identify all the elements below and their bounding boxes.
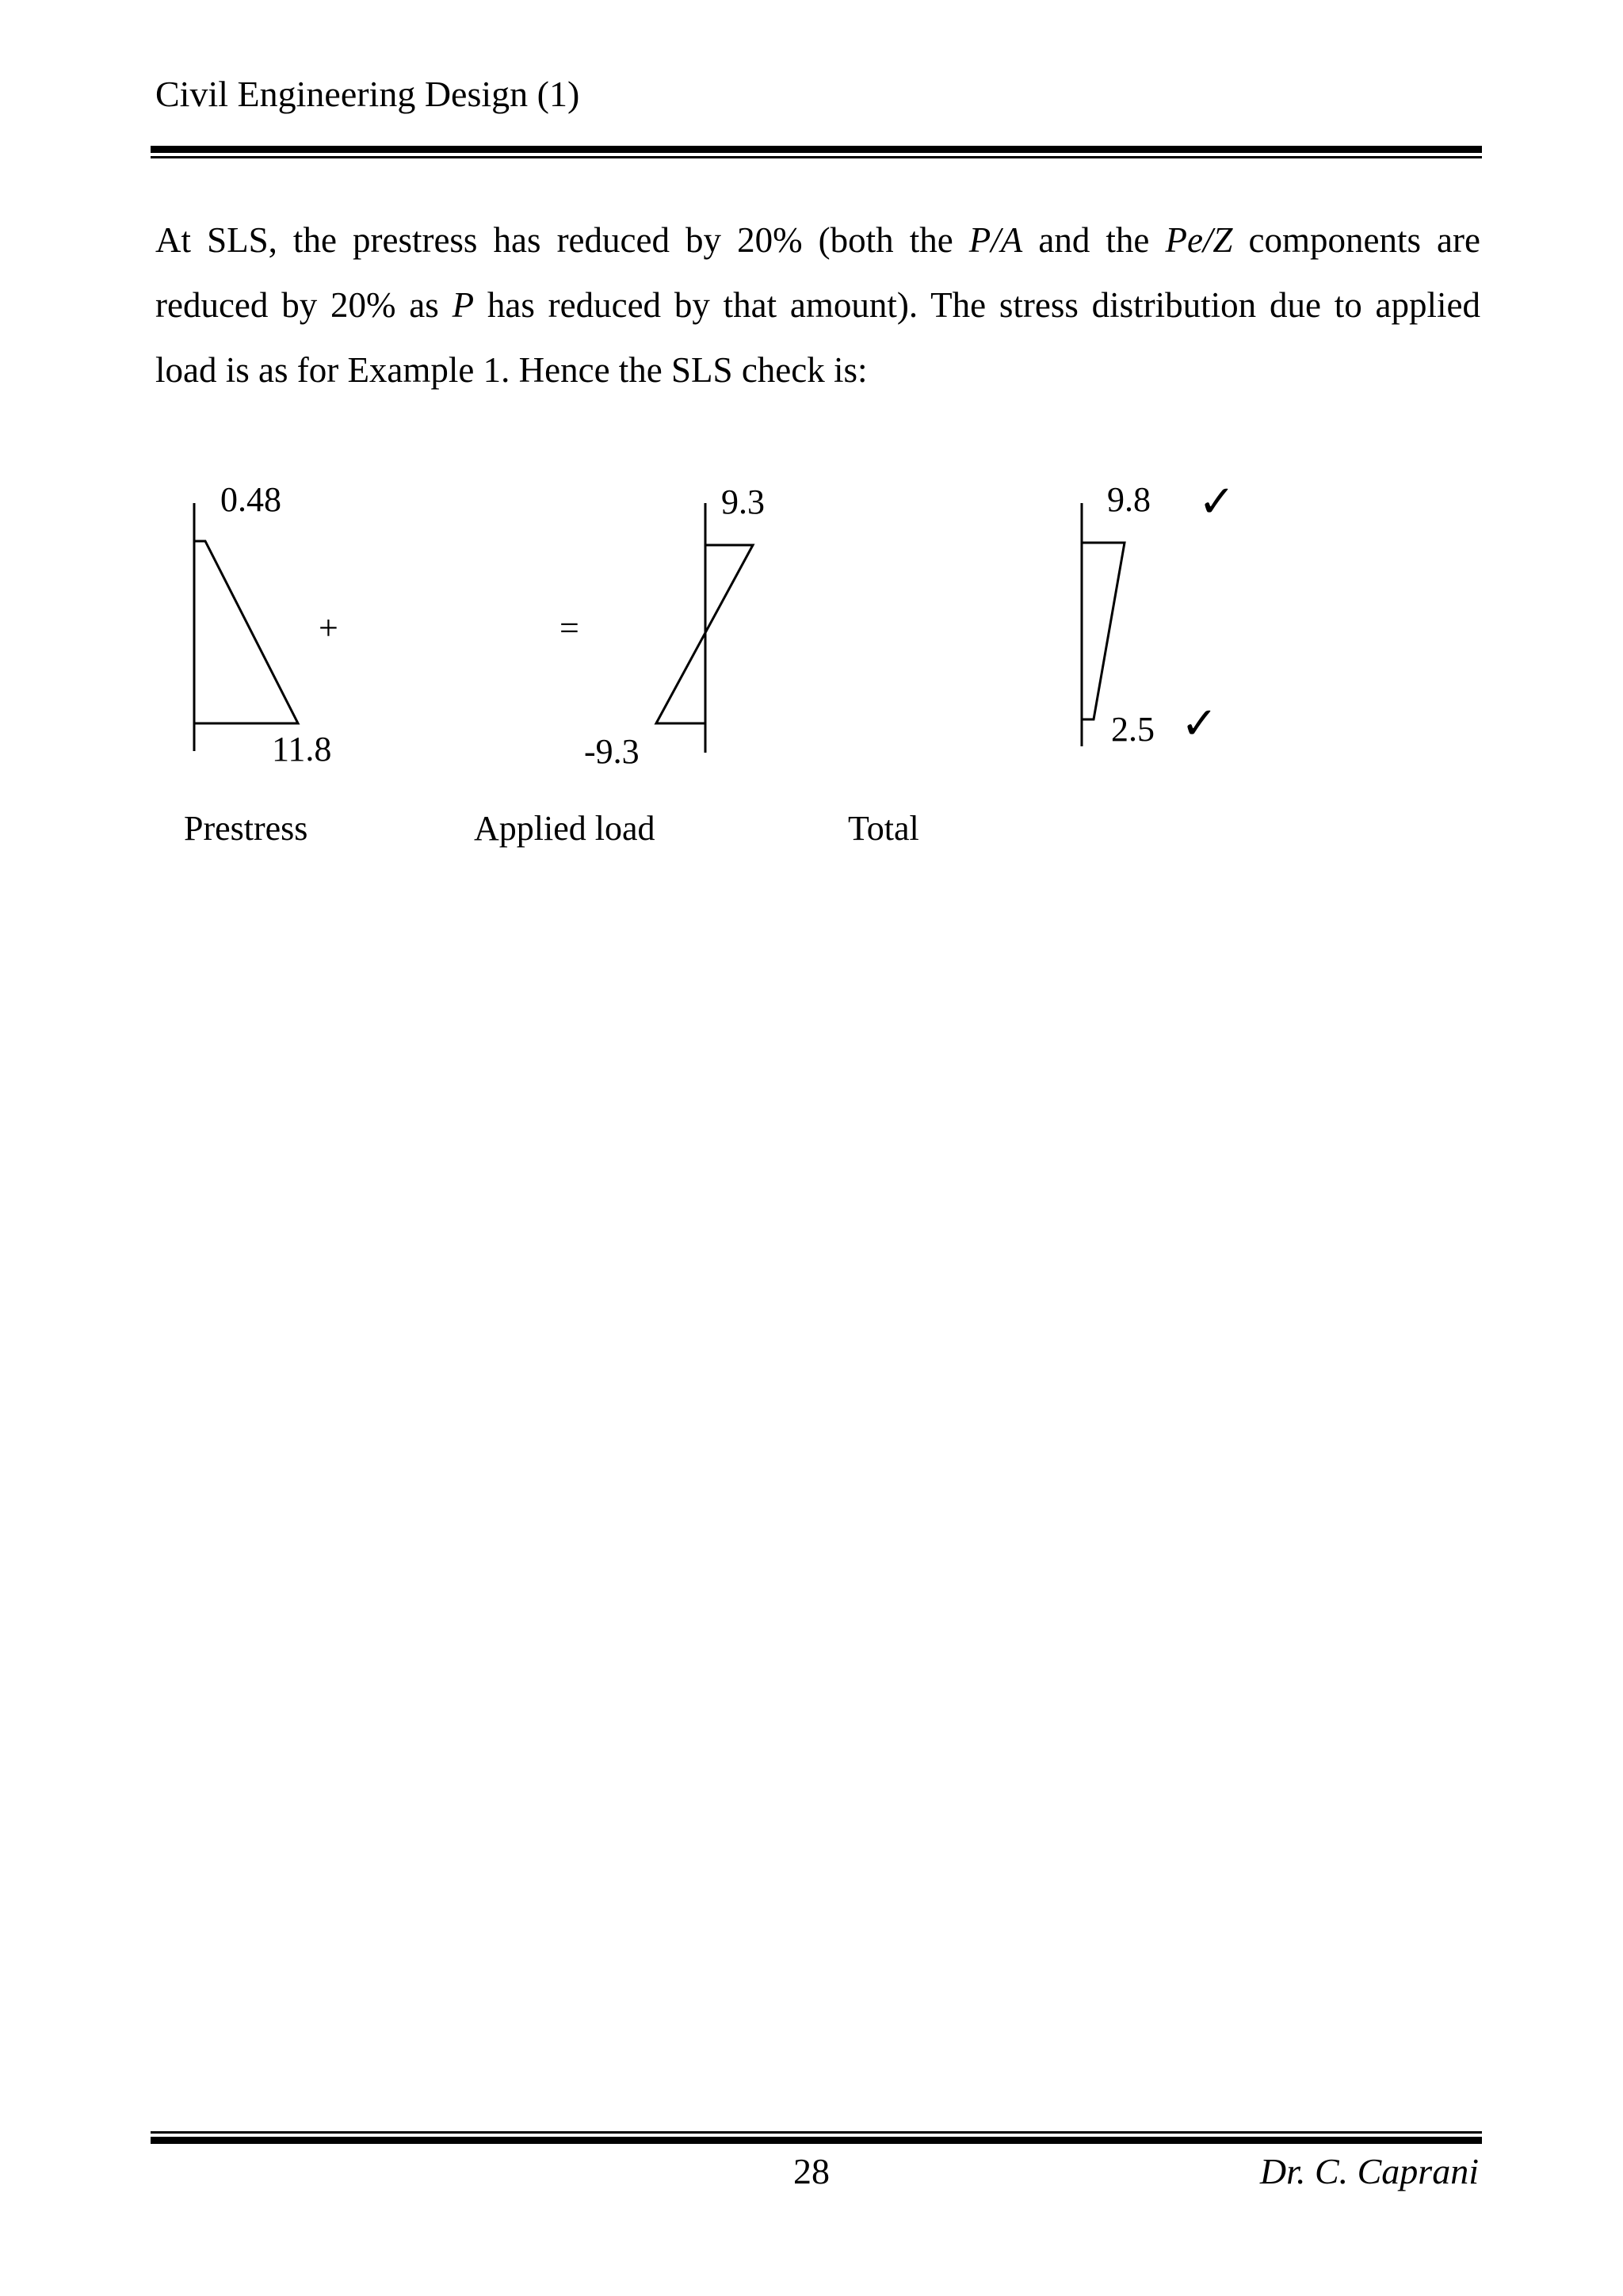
body-text-3: components are reduced by 20% as [155,220,1480,325]
page-number: 28 [793,2151,830,2191]
plus-sign: + [319,608,338,647]
applied-load-diagram [656,503,753,753]
body-text-2: and the [1022,220,1166,260]
body-italic-pa: P/A [968,220,1023,260]
prestress-caption: Prestress [184,809,308,848]
body-paragraph [155,208,1480,402]
applied-load-caption: Applied load [474,809,655,848]
header-title: Civil Engineering Design (1) [155,74,580,114]
total-bottom-value: 2.5 [1111,710,1155,749]
body-italic-p: P [452,285,475,325]
applied-load-top-value: 9.3 [721,482,765,521]
header-rule-thick [151,146,1482,153]
footer-rule-thick [151,2137,1482,2144]
equals-sign: = [559,608,579,647]
total-caption: Total [848,809,919,848]
prestress-top-value: 0.48 [220,480,281,519]
total-stress-block [1082,543,1125,719]
prestress-stress-block [194,541,298,723]
body-text-4: has reduced by that amount). The stress distribution due to applied load is as for Example 1. Hence the SLS check is: [155,285,1480,390]
total-bottom-check-icon: ✓ [1181,700,1218,749]
applied-load-bottom-value: -9.3 [584,732,640,771]
stress-diagram-svg [0,444,1623,871]
body-text-1: At SLS, the prestress has reduced by 20% (both the [155,220,969,260]
footer-author: Dr. C. Caprani [1259,2151,1479,2191]
stress-diagram [0,444,1623,871]
header-rule-thin [151,156,1482,158]
total-top-check-icon: ✓ [1198,478,1235,527]
footer-rule-thin [151,2131,1482,2134]
total-top-value: 9.8 [1107,480,1151,519]
prestress-bottom-value: 11.8 [272,730,332,769]
prestress-diagram [194,503,298,751]
body-italic-pez: Pe/Z [1165,220,1233,260]
